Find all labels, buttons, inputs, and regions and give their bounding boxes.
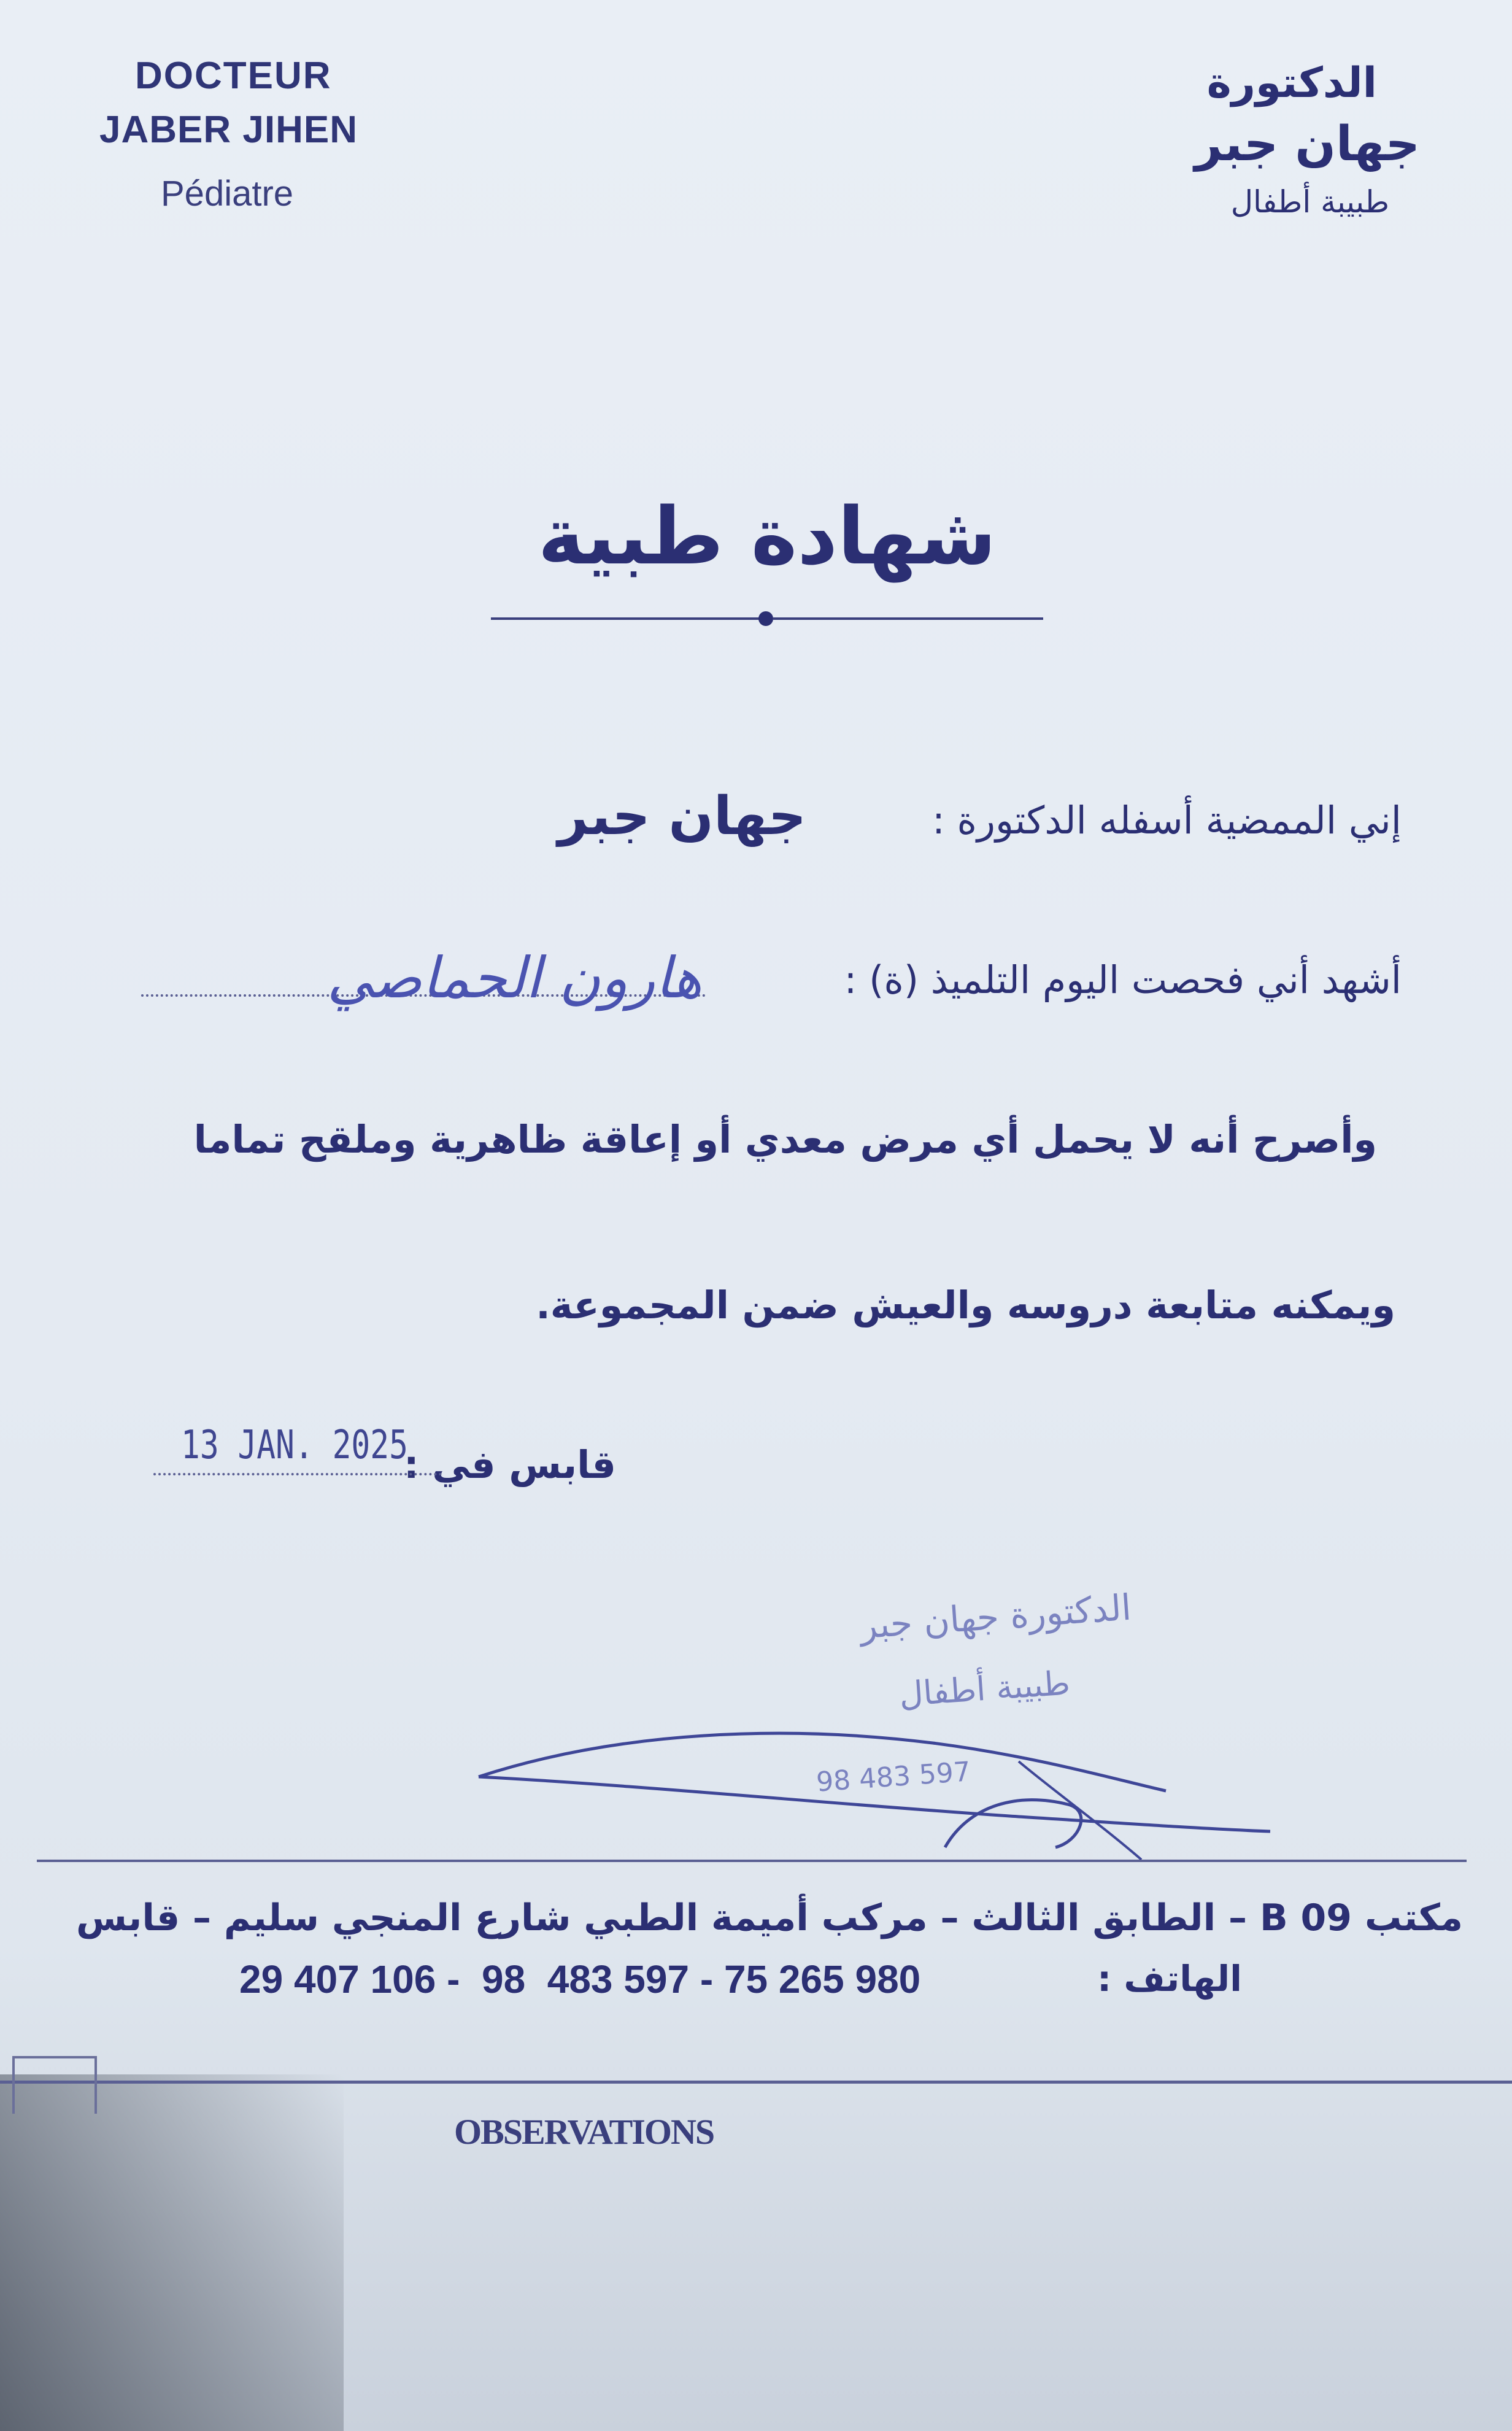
stamp-line2: طبيبة أطفال (898, 1663, 1071, 1714)
date-stamp: 13 JAN. 2025 (181, 1423, 408, 1468)
signature-scribble (466, 1718, 1282, 1872)
document-title: شهادة طبية (538, 491, 997, 582)
footer-phone-label: الهاتف : (1097, 1958, 1242, 2000)
header-latin-specialty: Pédiatre (161, 174, 294, 214)
student-name-handwritten: هارون الحماصي (326, 945, 702, 1011)
header-ar-title: الدكتورة (1206, 59, 1377, 107)
body-line2-prefix: أشهد أني فحصت اليوم التلميذ (ة) : (844, 957, 1402, 1002)
body-line4: ويمكنه متابعة دروسه والعيش ضمن المجموعة. (536, 1283, 1395, 1328)
header-latin-title: DOCTEUR (135, 55, 332, 97)
body-line1-prefix: إني الممضية أسفله الدكتورة : (932, 798, 1402, 843)
title-underline-left (491, 617, 761, 620)
date-place-label: قابس في : (403, 1442, 616, 1487)
footer-divider (37, 1860, 1467, 1862)
stamp-line3: 98 483 597 (815, 1756, 972, 1798)
stamp-line1: الدكتورة جهان جبر (858, 1586, 1133, 1647)
header-ar-specialty: طبيبة أطفال (1230, 184, 1389, 220)
observations-label: OBSERVATIONS (454, 2112, 714, 2152)
form-left-box (12, 2056, 97, 2114)
corner-shadow (0, 2074, 344, 2431)
title-underline-dot (758, 611, 773, 626)
title-underline-right (773, 617, 1043, 620)
header-ar-name: جهان جبر (1194, 117, 1420, 172)
footer-phones: 29 407 106 - 98 483 597 - 75 265 980 (239, 1957, 921, 2001)
body-line3: وأصرح أنه لا يحمل أي مرض معدي أو إعاقة ظاهرية وملقح تماما (193, 1117, 1377, 1162)
header-latin-name: JABER JIHEN (99, 109, 358, 151)
form-border-line (0, 2081, 1512, 2084)
body-line1-doctor-name: جهان جبر (558, 786, 806, 847)
footer-address: مكتب B 09 – الطابق الثالث – مركب أميمة الطبي شارع المنجي سليم – قابس (75, 1896, 1463, 1939)
date-dotted-line (153, 1473, 442, 1475)
